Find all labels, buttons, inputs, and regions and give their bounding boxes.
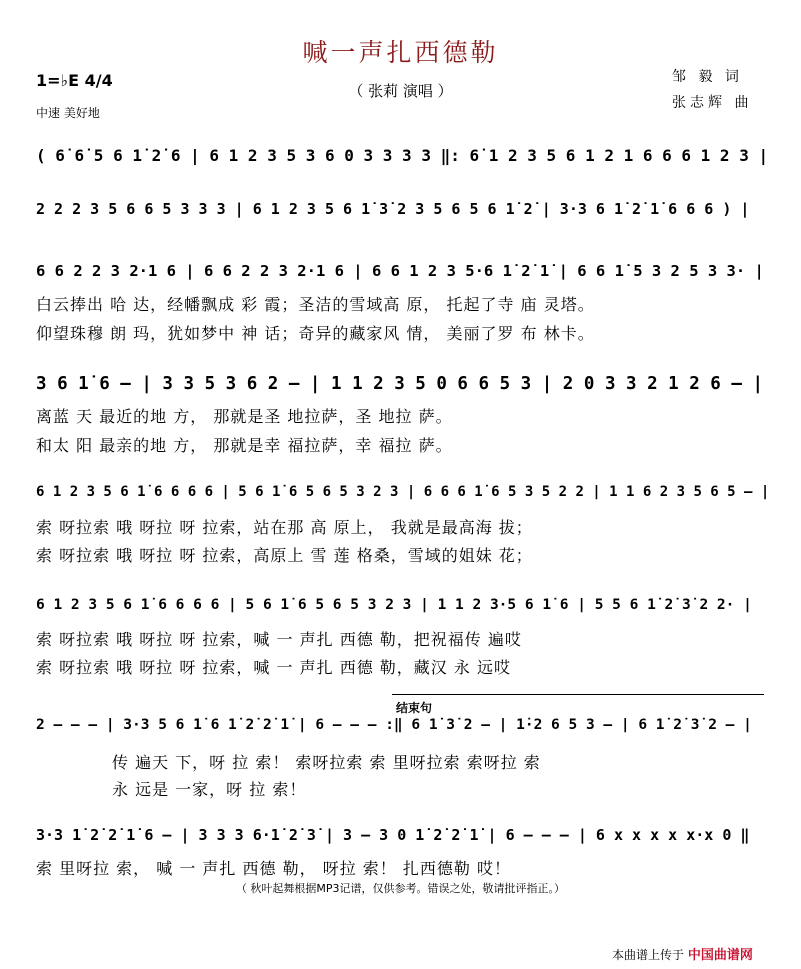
notation-line-4: 3 6 1̇ 6 – | 3 3 5 3 6 2 – | 1 1 2 3 5 0 6 6 5 3 | 2 0 3 3 2 1 2 6 – | bbox=[36, 374, 763, 394]
coda-bracket-line bbox=[392, 694, 764, 695]
composer-credit: 张志辉 曲 bbox=[672, 95, 753, 111]
lyricist-credit: 邹 毅 词 bbox=[672, 69, 743, 85]
key-signature: 1=♭E 4/4 bbox=[36, 71, 113, 90]
lyric-line-3-2: 仰望珠穆 朗 玛，犹如梦中 神 话；奇异的藏家风 情， 美丽了罗 布 林卡。 bbox=[36, 324, 595, 343]
lyric-line-7-2: 永 远是 一家，呀 拉 索！ bbox=[112, 780, 307, 799]
lyric-line-5-1: 索 呀拉索 哦 呀拉 呀 拉索，站在那 高 原上， 我就是最高海 拔； bbox=[36, 518, 533, 537]
footer-prefix: 本曲谱上传于 bbox=[612, 948, 685, 962]
song-title: 喊一声扎西德勒 bbox=[302, 38, 499, 67]
notation-line-2: 2 2 2 3 5 6 6 5 3 3 3 | 6 1 2 3 5 6 1̇ 3̇ 2 3 5 6 5 6 1̇ 2̇ | 3·3 6 1̇ 2̇ 1̇ 6 6 6 ) | bbox=[36, 200, 750, 218]
lyric-line-4-2: 和太 阳 最亲的地 方， 那就是幸 福拉萨，幸 福拉 萨。 bbox=[36, 436, 453, 455]
tempo-marking: 中速 美好地 bbox=[36, 106, 100, 120]
lyric-line-6-2: 索 呀拉索 哦 呀拉 呀 拉索，喊 一 声扎 西德 勒，藏汉 永 远哎 bbox=[36, 658, 511, 677]
lyric-line-8-1: 索 里呀拉 索， 喊 一 声扎 西德 勒， 呀拉 索！ 扎西德勒 哎！ bbox=[36, 859, 511, 878]
footer-upload-note bbox=[612, 944, 753, 963]
notation-line-1: ( 6̇ 6̇ 5 6 1̇ 2̇ 6 | 6 1 2 3 5 3 6 0 3 3 3 3 ‖: 6̇ 1 2 3 5 6 1 2 1 6 6 6 1 2 3 | bbox=[36, 146, 769, 165]
notation-line-6: 6 1 2 3 5 6 1̇ 6 6 6 6 | 5 6 1̇ 6 5 6 5 3 2 3 | 1 1 2 3·5 6 1̇ 6 | 5 5 6 1̇ 2̇ 3̇ 2 2· | bbox=[36, 597, 752, 613]
lyric-line-6-1: 索 呀拉索 哦 呀拉 呀 拉索，喊 一 声扎 西德 勒，把祝福传 遍哎 bbox=[36, 630, 522, 649]
notation-line-3: 6 6 2 2 3 2·1 6 | 6 6 2 2 3 2·1 6 | 6 6 1 2 3 5·6 1̇ 2̇ 1̇ | 6 6 1̇ 5 3 2 5 3 3· | bbox=[36, 262, 764, 280]
coda-label: 结束句 bbox=[396, 701, 433, 715]
transcription-note: （ 秋叶起舞根据MP3记谱，仅供参考。错误之处，敬请批评指正。） bbox=[235, 882, 566, 895]
lyric-line-5-2: 索 呀拉索 哦 呀拉 呀 拉索，高原上 雪 莲 格桑，雪域的姐妹 花； bbox=[36, 546, 533, 565]
notation-line-8: 3·3 1̇ 2̇ 2̇ 1̇ 6 – | 3 3 3 6·1̇ 2̇ 3̇ | 3 – 3 0 1̇ 2̇ 2̇ 1̇ | 6 – – – | 6 x x x x x·x 0 ‖ bbox=[36, 826, 750, 844]
singer-credit: （ 张莉 演唱 ） bbox=[348, 82, 453, 100]
notation-line-7: 2 – – – | 3·3 5 6 1̇ 6 1̇ 2̇ 2̇ 1̇ | 6 – – – :‖ 6 1̇ 3̇ 2 – | 1̇·2 6 5 3 – | 6 1̇ 2̇ 3̇ 2 – | bbox=[36, 717, 752, 733]
lyric-line-3-1: 白云捧出 哈 达，经幡飘成 彩 霞；圣洁的雪域高 原， 托起了寺 庙 灵塔。 bbox=[36, 295, 595, 314]
site-logo[interactable]: 中国曲谱网 bbox=[687, 948, 753, 963]
lyric-line-7-1: 传 遍天 下，呀 拉 索！ 索呀拉索 索 里呀拉索 索呀拉 索 bbox=[112, 753, 541, 772]
notation-line-5: 6 1 2 3 5 6 1̇ 6 6 6 6 | 5 6 1̇ 6 5 6 5 3 2 3 | 6 6 6 1̇ 6 5 3 5 2 2 | 1 1 6 2 3 5 6 5 – | bbox=[36, 484, 770, 500]
lyric-line-4-1: 离蓝 天 最近的地 方， 那就是圣 地拉萨，圣 地拉 萨。 bbox=[36, 407, 453, 426]
